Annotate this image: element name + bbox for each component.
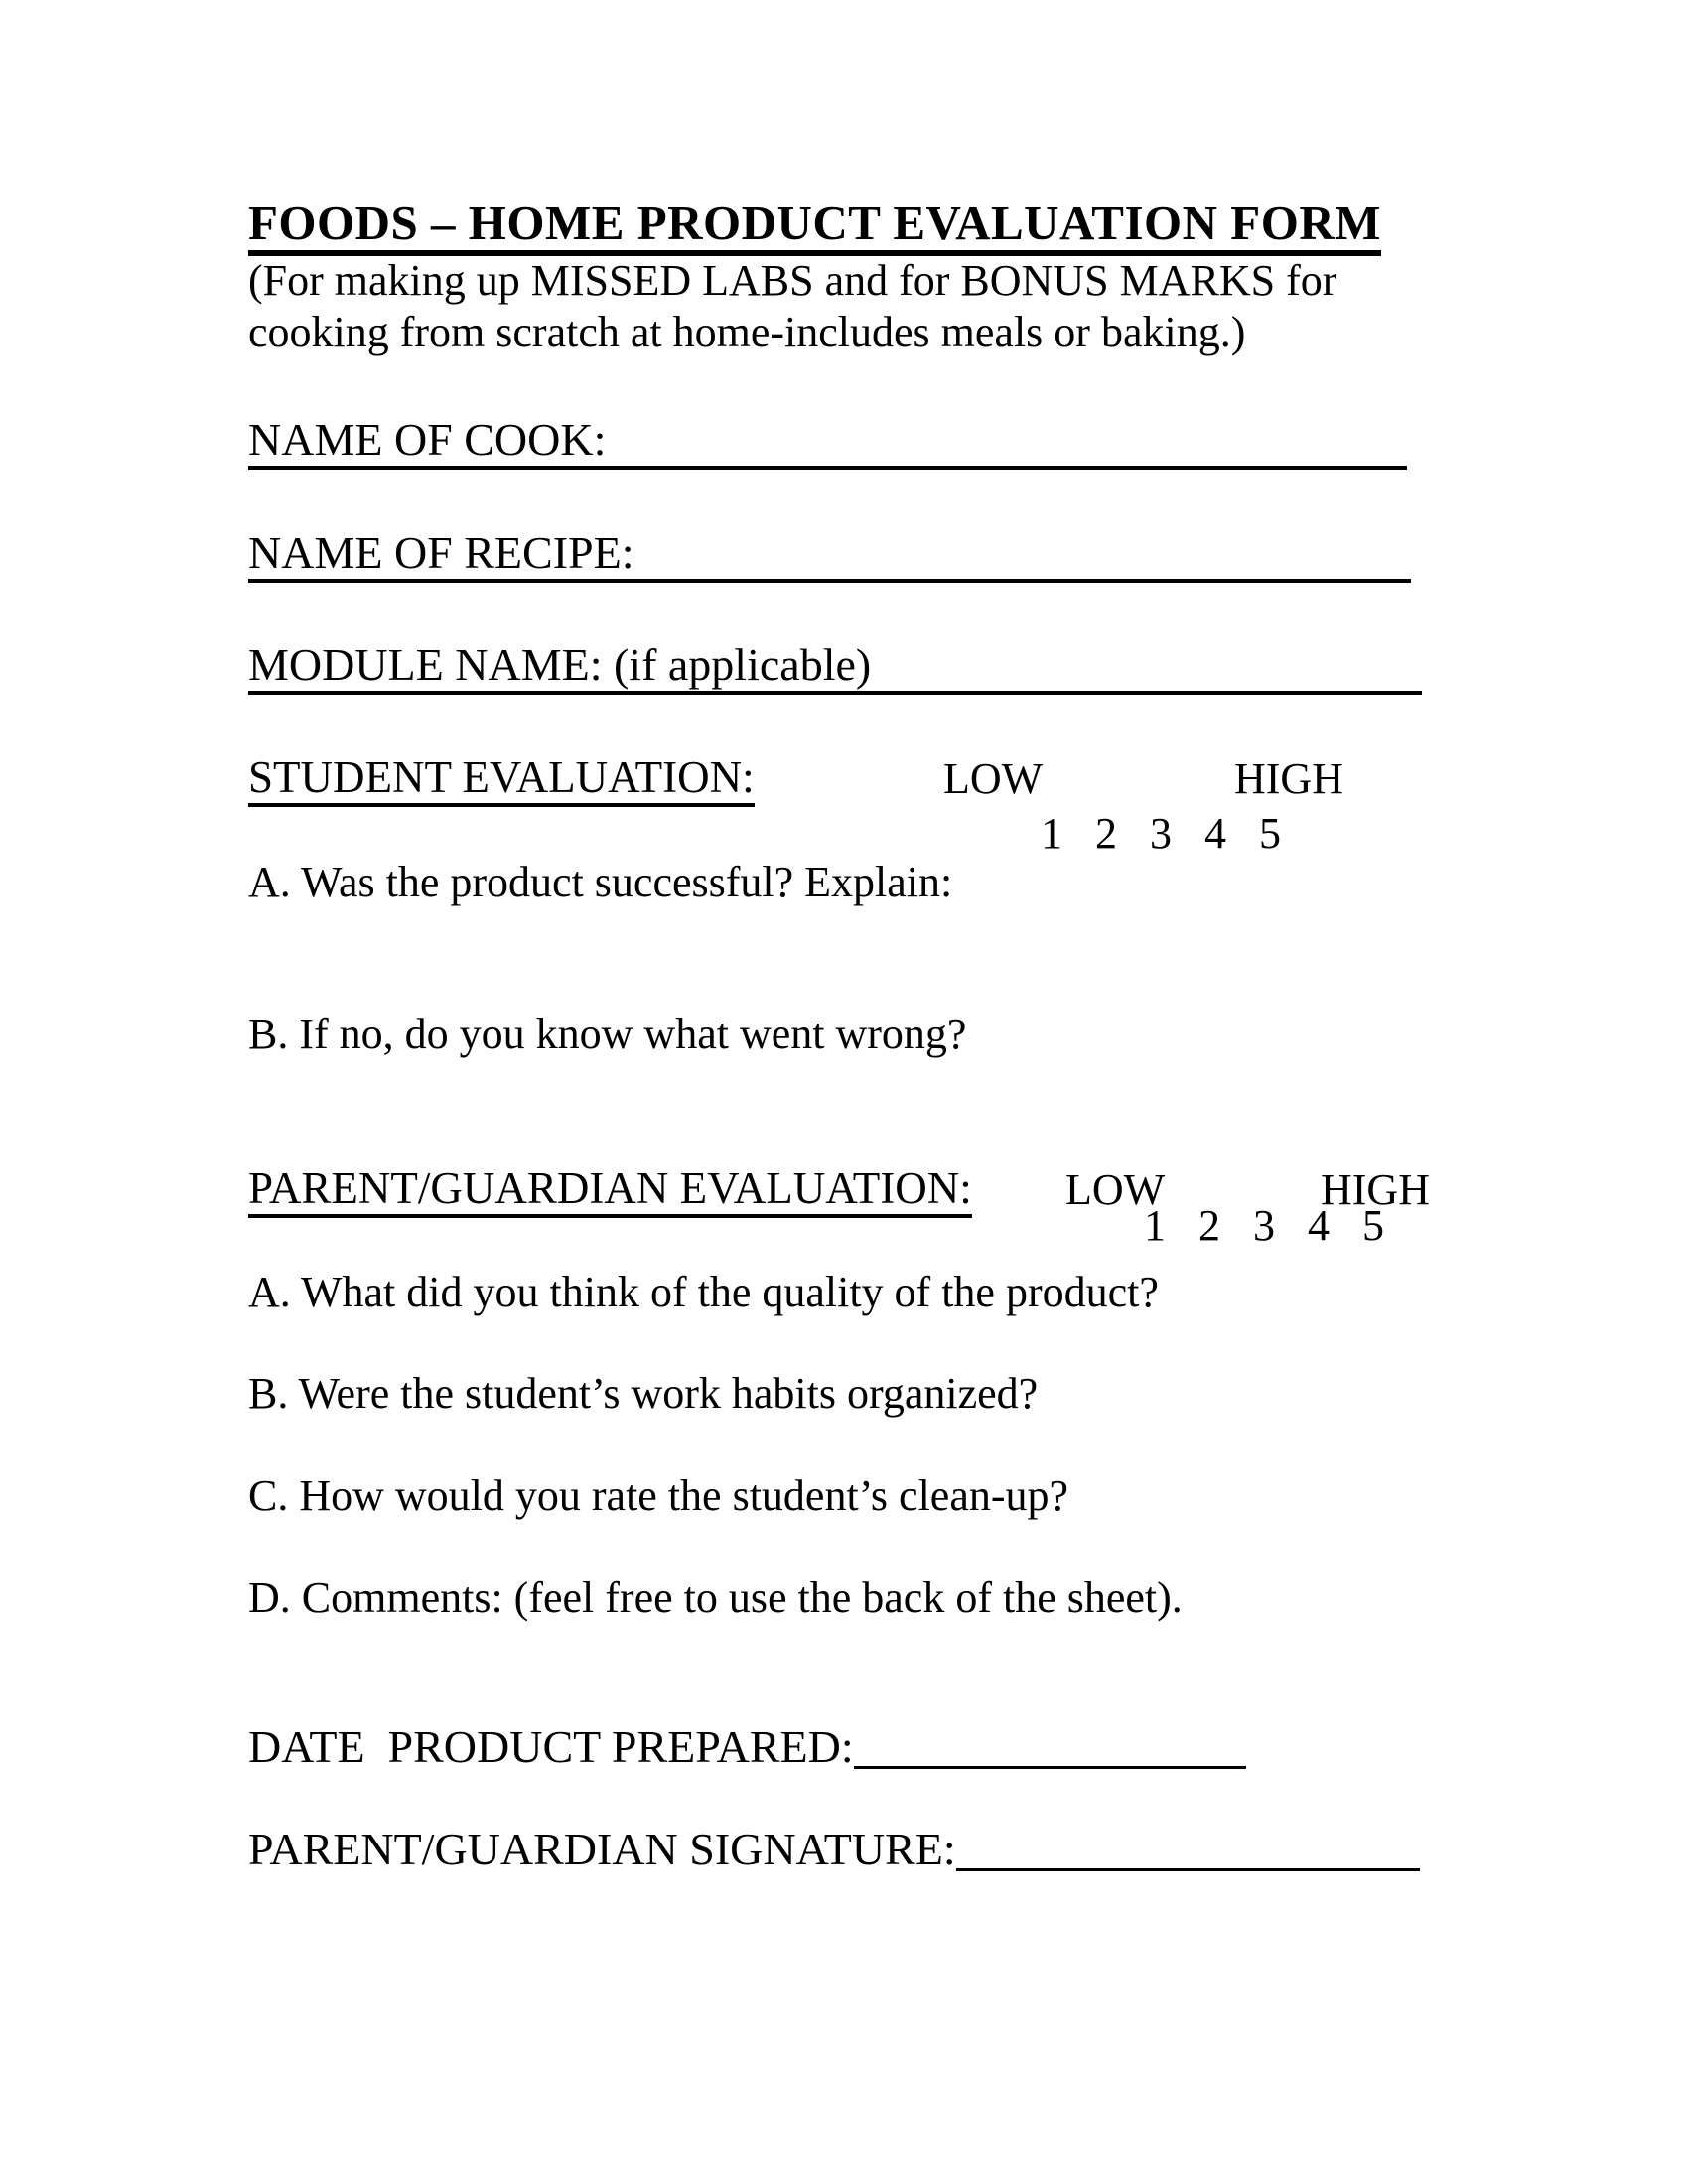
name-of-cook-row: [248, 414, 1407, 470]
student-rating-scale: [1041, 811, 1420, 857]
module-name-label: MODULE NAME: (if applicable): [248, 643, 871, 695]
student-question-a: A. Was the product successful? Explain:: [248, 858, 953, 906]
name-of-cook-field[interactable]: [606, 454, 1407, 470]
parent-rating-scale: [1144, 1203, 1420, 1249]
form-subtitle-line1: (For making up MISSED LABS and for BONUS MARKS for: [248, 256, 1337, 305]
parent-guardian-signature-row: [248, 1824, 1420, 1874]
student-scale-option-3[interactable]: 3: [1150, 809, 1172, 858]
name-of-cook-label: NAME OF COOK:: [248, 418, 606, 470]
name-of-recipe-label: NAME OF RECIPE:: [248, 531, 633, 583]
parent-question-a: A. What did you think of the quality of the product?: [248, 1268, 1159, 1316]
student-high-label: HIGH: [1234, 754, 1343, 803]
parent-question-b: B. Were the student’s work habits organized?: [248, 1369, 1039, 1418]
name-of-recipe-row: [248, 527, 1411, 583]
student-scale-option-1[interactable]: 1: [1041, 809, 1062, 858]
parent-guardian-signature-field[interactable]: [956, 1858, 1420, 1871]
parent-high-label: HIGH: [1321, 1165, 1430, 1214]
parent-guardian-signature-label: PARENT/GUARDIAN SIGNATURE:: [248, 1824, 956, 1874]
form-title-text: FOODS – HOME PRODUCT EVALUATION FORM: [248, 198, 1381, 256]
student-scale-option-2[interactable]: 2: [1095, 809, 1117, 858]
student-question-b: B. If no, do you know what went wrong?: [248, 1010, 967, 1058]
parent-scale-option-2[interactable]: 2: [1198, 1201, 1220, 1250]
date-product-prepared-row: [248, 1721, 1420, 1772]
module-name-row: [248, 639, 1422, 695]
student-scale-option-4[interactable]: 4: [1204, 809, 1226, 858]
parent-question-c: C. How would you rate the student’s clean-up?: [248, 1471, 1069, 1520]
student-low-label: LOW: [943, 754, 1044, 803]
date-product-prepared-field[interactable]: [854, 1756, 1246, 1769]
form-title: [248, 198, 1420, 256]
module-name-field[interactable]: [871, 679, 1422, 695]
form-subtitle-line2: cooking from scratch at home-includes meals or baking.): [248, 308, 1246, 356]
parent-low-label: LOW: [1065, 1165, 1166, 1214]
student-evaluation-heading: STUDENT EVALUATION:: [248, 756, 755, 807]
parent-scale-option-1[interactable]: 1: [1144, 1201, 1166, 1250]
date-product-prepared-label: DATE PRODUCT PREPARED:: [248, 1721, 854, 1772]
student-evaluation-header-row: [248, 752, 1420, 807]
parent-scale-option-3[interactable]: 3: [1253, 1201, 1275, 1250]
parent-scale-option-5[interactable]: 5: [1362, 1201, 1384, 1250]
name-of-recipe-field[interactable]: [633, 567, 1411, 583]
parent-question-d: D. Comments: (feel free to use the back of the sheet).: [248, 1573, 1183, 1622]
student-scale-option-5[interactable]: 5: [1259, 809, 1281, 858]
parent-evaluation-heading: PARENT/GUARDIAN EVALUATION:: [248, 1167, 972, 1218]
form-subtitle: [248, 255, 1420, 358]
parent-scale-option-4[interactable]: 4: [1308, 1201, 1330, 1250]
